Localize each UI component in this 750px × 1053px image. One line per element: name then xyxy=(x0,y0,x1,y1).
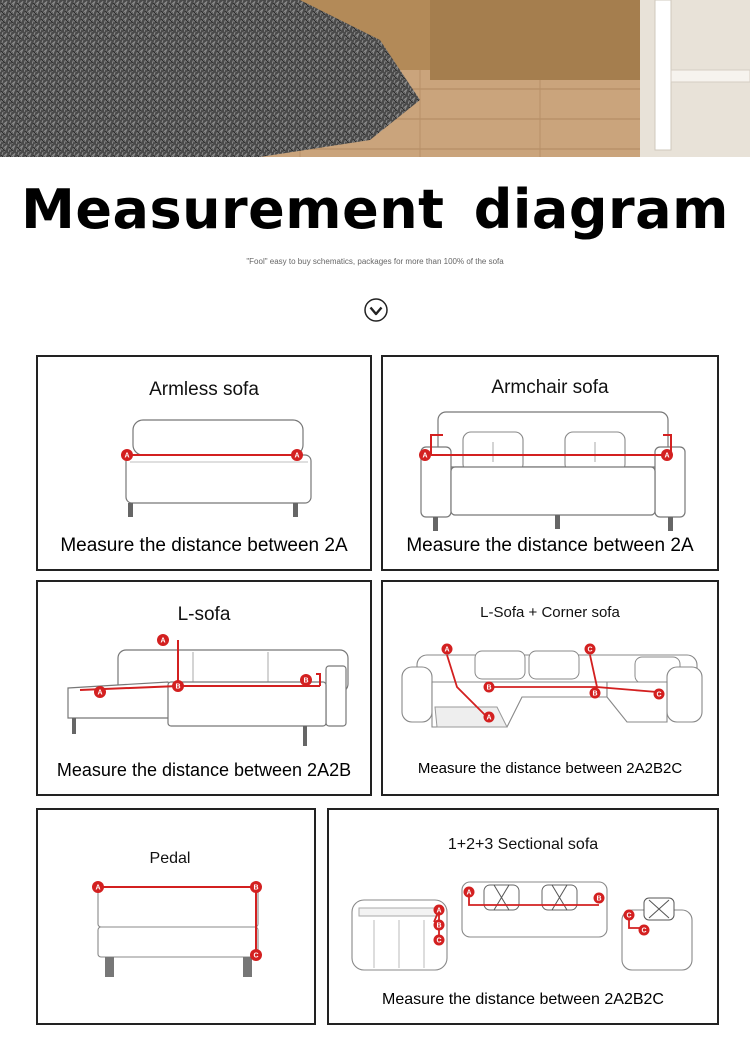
panel-title: L-Sofa + Corner sofa xyxy=(480,604,620,621)
panel-corner-sofa xyxy=(381,580,719,796)
marker-c: C xyxy=(656,691,662,699)
hero-photo xyxy=(0,0,750,157)
marker-a: A xyxy=(95,884,101,892)
marker-a: A xyxy=(444,646,450,654)
panel-sectional-sofa xyxy=(327,808,719,1025)
marker-b: B xyxy=(596,895,602,903)
marker-b: B xyxy=(486,684,492,692)
marker-a: A xyxy=(664,452,670,460)
marker-c: C xyxy=(253,952,259,960)
marker-b: B xyxy=(303,677,309,685)
marker-a: A xyxy=(422,452,428,460)
marker-c: C xyxy=(587,646,593,654)
marker-a: A xyxy=(294,452,300,460)
marker-b: B xyxy=(175,683,181,691)
armchair-sofa-illustration xyxy=(413,407,693,537)
panel-title: 1+2+3 Sectional sofa xyxy=(447,836,599,853)
marker-a: A xyxy=(97,689,103,697)
armless-sofa-illustration xyxy=(108,412,318,522)
marker-a: A xyxy=(124,452,130,460)
l-sofa-illustration xyxy=(58,630,358,755)
panel-armchair-sofa xyxy=(381,355,719,571)
panel-title: L-sofa xyxy=(177,604,231,625)
marker-a: A xyxy=(486,714,492,722)
panel-armless-sofa xyxy=(36,355,372,571)
chevron-down-icon[interactable] xyxy=(363,297,389,323)
marker-c: C xyxy=(626,912,632,920)
panel-caption: Measure the distance between 2A2B xyxy=(56,760,352,780)
sectional-sofa-illustration xyxy=(344,870,709,980)
marker-c: C xyxy=(436,937,442,945)
panel-title: Armless sofa xyxy=(149,379,259,400)
marker-c: C xyxy=(641,927,647,935)
panel-caption: Measure the distance between 2A xyxy=(406,535,694,556)
marker-b: B xyxy=(436,922,442,930)
marker-a: A xyxy=(160,637,166,645)
panel-l-sofa xyxy=(36,580,372,796)
panel-title: Armchair sofa xyxy=(491,377,609,398)
page-title: Measurement diagram xyxy=(21,178,729,241)
panel-caption: Measure the distance between 2A xyxy=(60,535,348,556)
pedal-illustration xyxy=(83,875,273,990)
marker-b: B xyxy=(253,884,259,892)
panel-title: Pedal xyxy=(149,850,191,867)
marker-a: A xyxy=(466,889,472,897)
panel-caption: Measure the distance between 2A2B2C xyxy=(382,991,664,1008)
panel-caption: Measure the distance between 2A2B2C xyxy=(417,760,683,777)
marker-b: B xyxy=(592,690,598,698)
marker-a: A xyxy=(436,907,442,915)
corner-sofa-illustration xyxy=(397,637,707,752)
page-subtitle: "Fool" easy to buy schematics, packages for more than 100% of the sofa xyxy=(246,257,504,266)
panel-pedal xyxy=(36,808,316,1025)
